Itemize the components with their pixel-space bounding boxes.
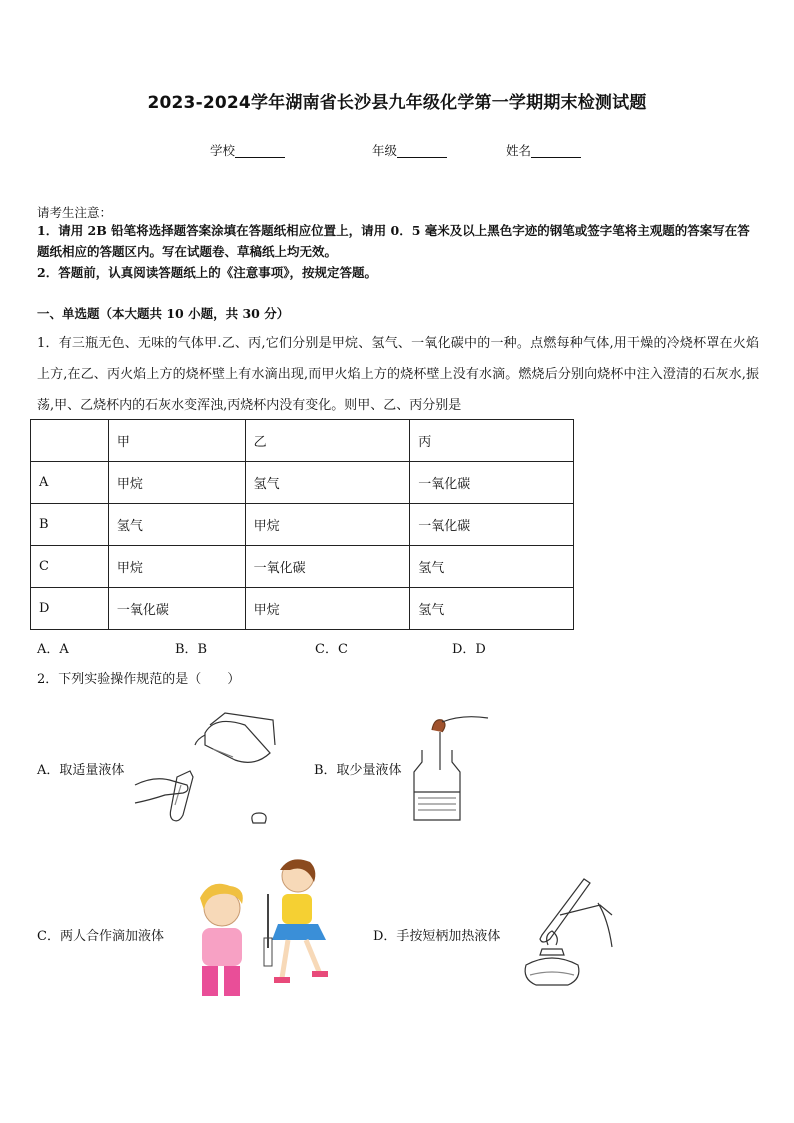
table-cell: 氢气 bbox=[108, 504, 245, 546]
school-label: 学校 bbox=[210, 143, 236, 158]
table-row bbox=[31, 546, 574, 588]
name-field bbox=[506, 141, 581, 159]
table-cell: B bbox=[31, 504, 109, 546]
table-cell: C bbox=[31, 546, 109, 588]
table-cell: 一氧化碳 bbox=[410, 462, 574, 504]
notice-heading: 请考生注意： bbox=[37, 205, 113, 220]
table-cell: D bbox=[31, 588, 109, 630]
table-cell: 甲烷 bbox=[108, 546, 245, 588]
notice-item-2: 2．答题前，认真阅读答题纸上的《注意事项》，按规定答题。 bbox=[37, 265, 377, 280]
two-children-illustration bbox=[180, 848, 355, 1008]
q2-option-d-label: D．手按短柄加热液体 bbox=[373, 929, 501, 944]
name-blank bbox=[531, 143, 581, 158]
grade-field bbox=[372, 141, 447, 159]
notice-item-1: 1．请用 2B 铅笔将选择题答案涂填在答题纸相应位置上，请用 0．5 毫米及以上黑色字迹的钢笔或签字笔将主观题的答案写在答题纸相应的答题区内。写在试题卷、草稿纸上均无效。 bbox=[37, 223, 750, 259]
q1-option-d: D．D bbox=[452, 642, 486, 657]
table-cell: 氢气 bbox=[245, 462, 410, 504]
table-cell: 氢气 bbox=[410, 546, 574, 588]
table-cell bbox=[31, 420, 109, 462]
table-cell: 甲烷 bbox=[245, 588, 410, 630]
page-title: 2023-2024学年湖南省长沙县九年级化学第一学期期末检测试题 bbox=[147, 93, 647, 113]
table-cell: 氢气 bbox=[410, 588, 574, 630]
table-row bbox=[31, 588, 574, 630]
table-cell: 丙 bbox=[410, 420, 574, 462]
table-row bbox=[31, 462, 574, 504]
table-cell: 甲烷 bbox=[245, 504, 410, 546]
table-cell: A bbox=[31, 462, 109, 504]
q2-option-c-label: C．两人合作滴加液体 bbox=[37, 929, 164, 944]
grade-blank bbox=[397, 143, 447, 158]
table-cell: 甲 bbox=[108, 420, 245, 462]
table-header-row bbox=[31, 420, 574, 462]
q1-option-a: A．A bbox=[37, 642, 69, 657]
q2-option-a-label: A．取适量液体 bbox=[37, 763, 125, 778]
question-1-table bbox=[30, 419, 574, 630]
table-cell: 一氧化碳 bbox=[410, 504, 574, 546]
question-2-stem: 2．下列实验操作规范的是（ ） bbox=[37, 672, 241, 687]
pour-liquid-illustration bbox=[135, 705, 280, 835]
q1-option-b: B．B bbox=[175, 642, 208, 657]
name-label: 姓名 bbox=[506, 143, 532, 158]
table-row bbox=[31, 504, 574, 546]
q1-option-c: C．C bbox=[315, 642, 348, 657]
section-heading: 一、单选题（本大题共 10 小题，共 30 分） bbox=[37, 306, 290, 321]
school-blank bbox=[235, 143, 285, 158]
table-cell: 一氧化碳 bbox=[245, 546, 410, 588]
heating-tube-illustration bbox=[512, 875, 617, 990]
table-cell: 一氧化碳 bbox=[108, 588, 245, 630]
grade-label: 年级 bbox=[372, 143, 398, 158]
table-cell: 甲烷 bbox=[108, 462, 245, 504]
q2-option-b-label: B．取少量液体 bbox=[314, 763, 402, 778]
question-1-stem: 1．有三瓶无色、无味的气体甲.乙、丙,它们分别是甲烷、氢气、一氧化碳中的一种。点燃每种气体,用干燥的冷烧杯罩在火焰上方,在乙、丙火焰上方的烧杯壁上有水滴出现,而甲火焰上方的烧杯壁上没有水滴。燃烧后分别向烧杯中注入澄清的石灰水,振荡,甲、乙烧杯内的石灰水变浑浊,丙烧杯内没有变化。则甲、乙、丙分别是 bbox=[37, 336, 759, 413]
dropper-bottle-illustration bbox=[412, 712, 492, 824]
school-field bbox=[210, 141, 285, 159]
table-cell: 乙 bbox=[245, 420, 410, 462]
